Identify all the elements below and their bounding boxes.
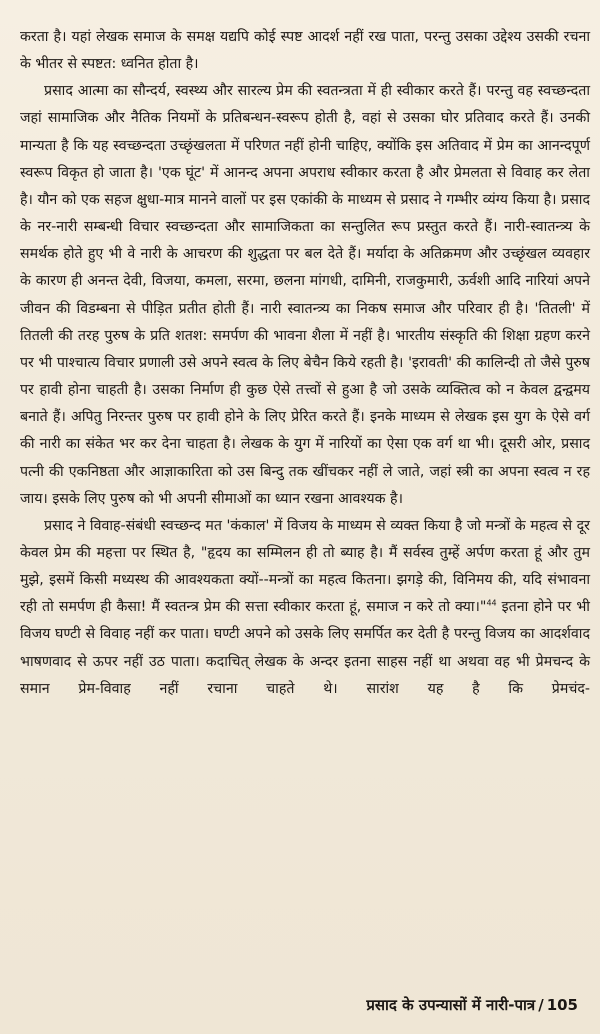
page-number: 105 (546, 996, 578, 1014)
running-title: प्रसाद के उपन्यासों में नारी-पात्र (366, 996, 536, 1014)
paragraph-text-before-footnote: प्रसाद ने विवाह-संबंधी स्वच्छन्द मत 'कंकाल' में विजय के माध्यम से व्यक्त किया है जो मन्त्रों के महत्व से दूर केवल प्रेम की महत्ता पर स्थित है, "हृदय का सम्मिलन ही तो ब्याह है। मैं सर्वस्व तुम्हें अर्पण करता हूं और तुम मुझे, इसमें किसी मध्यस्थ की आवश्यकता क्यों--मन्त्रों का महत्व कितना। झगड़े की, विनिमय की, यदि संभावना रही तो समर्पण ही कैसा! मैं स्वतन्त्र प्रेम की सत्ता स्वीकार करता हूं, समाज न करे तो क्या।" (20, 517, 590, 616)
paragraph-kankal-marriage (20, 513, 590, 703)
footer-separator: / (538, 996, 544, 1014)
paragraph-free-love-views: प्रसाद आत्मा का सौन्दर्य, स्वस्थ्य और सारल्य प्रेम की स्वतन्त्रता में ही स्वीकार करते हैं। परन्तु वह स्वच्छन्दता जहां सामाजिक और नैतिक नियमों के प्रतिबन्धन-स्वरूप होती है, वहां से उसका घोर प्रतिवाद करते हैं। उनकी मान्यता है कि यह स्वच्छन्दता उच्छृंखलता में परिणत नहीं होनी चाहिए, क्योंकि इस अतिवाद में प्रेम का आनन्दपूर्ण स्वरूप विकृत हो जाता है। 'एक घूंट' में आनन्द अपना अपराध स्वीकार करता है और प्रेमलता से विवाह कर लेता है। यौन को एक सहज क्षुधा-मात्र मानने वालों पर इस एकांकी के माध्यम से प्रसाद ने गम्भीर व्यंग्य किया है। प्रसाद के नर-नारी सम्बन्धी विचार स्वच्छन्दता और सामाजिकता का सन्तुलित रूप प्रस्तुत करते हैं। नारी-स्वातन्त्र्य के समर्थक होते हुए भी वे नारी के आचरण की शुद्धता पर बल देते हैं। मर्यादा के अतिक्रमण और उच्छृंखल व्यवहार के कारण ही अनन्त देवी, विजया, कमला, सरमा, छलना मांगधी, दामिनी, राजकुमारी, ऊर्वशी आदि नारियां अपने जीवन की विडम्बना से पीड़ित प्रतीत होती हैं। नारी स्वातन्त्र्य का निकष समाज और परिवार ही है। 'तितली' में तितली की तरह पुरुष के प्रति शतश: समर्पण की भावना शैला में नहीं है। भारतीय संस्कृति की शिक्षा ग्रहण करने पर भी पाश्चात्य विचार प्रणाली उसे अपने स्वत्व के लिए बेचैन किये रहती है। 'इरावती' की कालिन्दी तो जैसे पुरुष पर हावी होना चाहती है। उसका निर्माण ही कुछ ऐसे तत्त्वों से हुआ है जो उसके व्यक्तित्व को न केवल द्वन्द्वमय बनाते हैं। अपितु निरन्तर पुरुष पर हावी होने के लिए प्रेरित करते हैं। इनके माध्यम से लेखक इस युग के ऐसे वर्ग की नारी का संकेत भर कर देना चाहता है। लेखक के युग में नारियों का ऐसा एक वर्ग था भी। दूसरी ओर, प्रसाद पत्नी की एकनिष्ठता और आज्ञाकारिता को उस बिन्दु तक खींचकर नहीं ले जाते, जहां स्त्री का अपना स्वत्व न रह जाय। इसके लिए पुरुष को भी अपनी सीमाओं का ध्यान रखना आवश्यक है। (20, 83, 590, 507)
page-footer (366, 995, 578, 1015)
footnote-reference[interactable]: 44 (486, 598, 497, 608)
paragraph-text-after-footnote: इतना होने पर भी विजय घण्टी से विवाह नहीं कर पाता। घण्टी अपने को उसके लिए समर्पित कर देती है परन्तु विजय का आदर्शवाद भाषणवाद से ऊपर नहीं उठ पाता। कदाचित् लेखक के अन्दर इतना साहस नहीं था अथवा वह भी प्रेमचन्द के समान प्रेम-विवाह नहीं रचाना चाहते थे। सारांश यह है कि प्रेमचंद- (20, 599, 590, 697)
paragraph-continuation: करता है। यहां लेखक समाज के समक्ष यद्यपि कोई स्पष्ट आदर्श नहीं रख पाता, परन्तु उसका उद्देश्य उसकी रचना के भीतर से स्पष्टत: ध्वनित होता है। (20, 29, 590, 73)
page-body (20, 24, 590, 703)
